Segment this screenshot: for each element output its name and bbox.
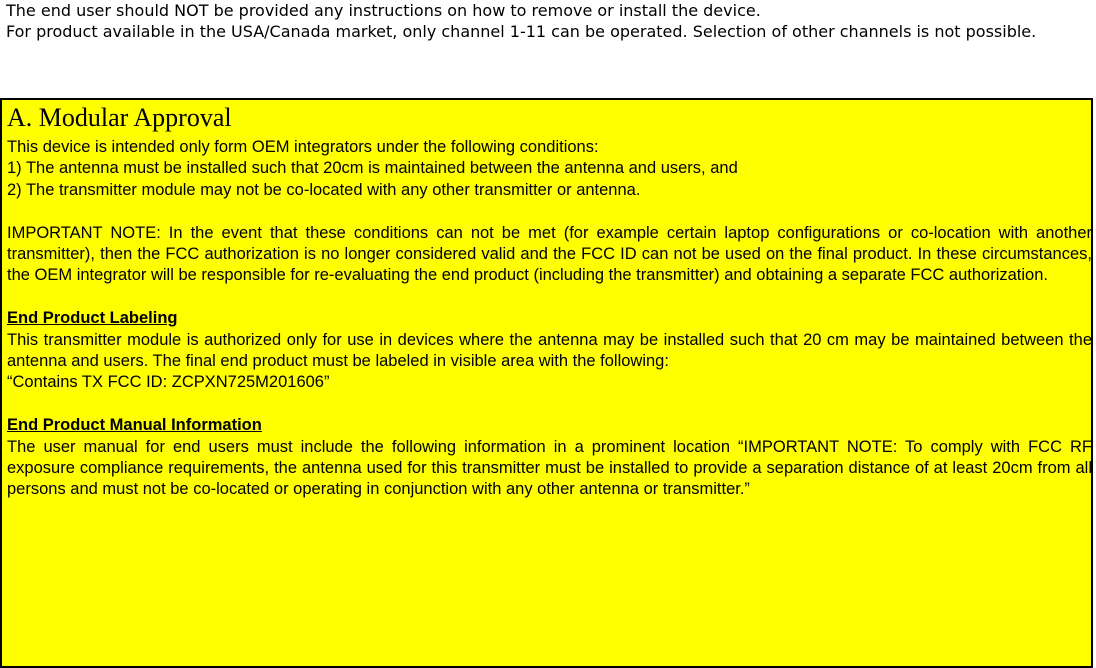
- manual-text: The user manual for end users must include the following information in a prominent location “IMPORTANT NOTE: To comply with FCC RF exposure compliance requirements, the antenna used for this transmitter must be installed to provide a separation distance of at least 20cm from all persons and must not be co-located or operating in conjunction with any other antenna or transmitter.”: [7, 437, 1092, 499]
- section-title: A. Modular Approval: [7, 103, 232, 132]
- labeling-heading: End Product Labeling: [7, 309, 178, 328]
- intro-instructions-line: The end user should NOT be provided any instructions on how to remove or install the device.: [6, 1, 761, 20]
- condition-2: 2) The transmitter module may not be co-located with any other transmitter or antenna.: [7, 180, 641, 199]
- labeling-text: This transmitter module is authorized only for use in devices where the antenna may be installed such that 20 cm may be maintained between the antenna and users. The final end product must be labeled in visible area with the following:: [7, 330, 1092, 371]
- intro-channel-line: For product available in the USA/Canada market, only channel 1-11 can be operated. Selection of other channels is not possible.: [6, 22, 1037, 41]
- intro-section: [6, 0, 1091, 42]
- manual-heading: End Product Manual Information: [7, 416, 262, 435]
- condition-1: 1) The antenna must be installed such that 20cm is maintained between the antenna and users, and: [7, 159, 738, 178]
- spacer: [7, 287, 1092, 308]
- important-note: IMPORTANT NOTE: In the event that these conditions can not be met (for example certain laptop configurations or co-location with another transmitter), then the FCC authorization is no longer considered valid and the FCC ID can not be used on the final product. In these circumstances, the OEM integrator will be responsible for re-evaluating the end product (including the transmitter) and obtaining a separate FCC authorization.: [7, 223, 1092, 285]
- spacer: [7, 394, 1092, 415]
- modular-approval-box: [0, 98, 1093, 668]
- labeling-fcc-id: “Contains TX FCC ID: ZCPXN725M201606”: [7, 373, 330, 392]
- conditions-intro: This device is intended only form OEM integrators under the following conditions:: [7, 138, 599, 156]
- spacer: [7, 201, 1092, 222]
- modular-approval-content: [7, 137, 1092, 501]
